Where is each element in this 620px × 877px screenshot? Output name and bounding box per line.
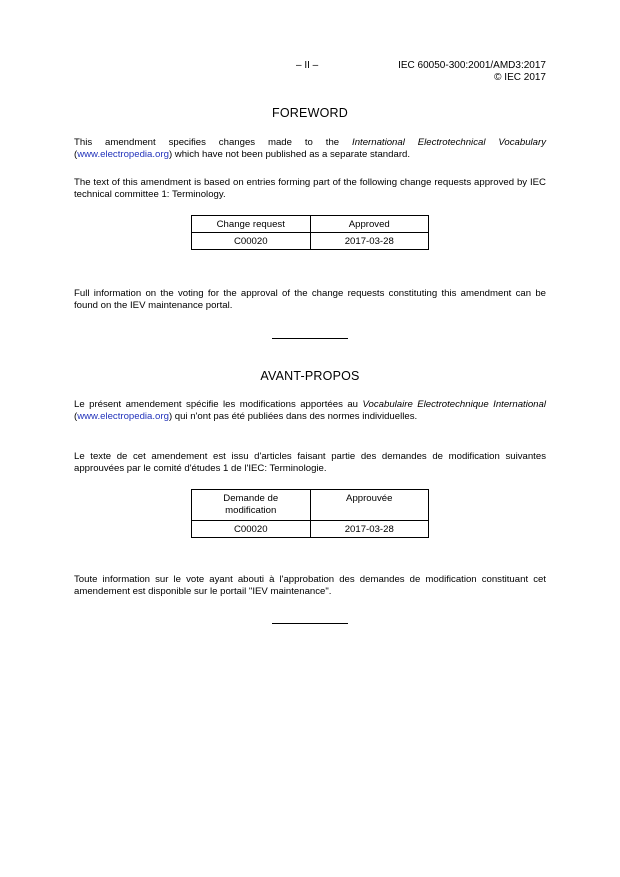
section-divider bbox=[272, 623, 348, 624]
table-header-demande: Demande de modification bbox=[192, 490, 311, 521]
table-row bbox=[192, 233, 429, 250]
copyright-line: © IEC 2017 bbox=[494, 72, 546, 83]
table-header-approuvee: Approuvée bbox=[310, 490, 429, 521]
foreword-p1-emphasis: International Electrotechnical Vocabulary bbox=[352, 137, 546, 148]
avant-propos-p1-paren: ( bbox=[74, 410, 78, 422]
demande-modification-table bbox=[191, 489, 429, 538]
electropedia-link[interactable]: www.electropedia.org bbox=[77, 410, 169, 422]
foreword-title: FOREWORD bbox=[272, 106, 348, 120]
change-request-table bbox=[191, 215, 429, 250]
table-header-row bbox=[192, 490, 429, 521]
document-reference-line1: IEC 60050-300:2001/AMD3:2017 bbox=[398, 60, 546, 71]
table-header-change-request: Change request bbox=[192, 216, 311, 233]
avant-propos-paragraph-3: Toute information sur le vote ayant abouti à l'approbation des demandes de modification constituant cet amendement est disponible sur le portail "IEV maintenance". bbox=[74, 574, 546, 597]
section-divider bbox=[272, 338, 348, 339]
avant-propos-paragraph-1 bbox=[74, 399, 546, 422]
avant-propos-p1-emphasis: Vocabulaire Electrotechnique International bbox=[362, 399, 546, 410]
document-reference bbox=[398, 60, 546, 84]
table-header-row bbox=[192, 216, 429, 233]
foreword-paragraph-1 bbox=[74, 137, 546, 160]
table-header-approved: Approved bbox=[310, 216, 429, 233]
avant-propos-paragraph-2: Le texte de cet amendement est issu d'articles faisant partie des demandes de modification suivantes approuvées par le comité d'études 1 de l'IEC: Terminologie. bbox=[74, 451, 546, 474]
avant-propos-p1-text-start: Le présent amendement spécifie les modifications apportées au bbox=[74, 399, 363, 410]
table-cell-change-request: C00020 bbox=[192, 233, 311, 250]
table-cell-approved-date: 2017-03-28 bbox=[310, 233, 429, 250]
page-number: – II – bbox=[296, 60, 319, 71]
table-cell-approuvee-date: 2017-03-28 bbox=[310, 521, 429, 538]
table-row bbox=[192, 521, 429, 538]
foreword-p1-text-start: This amendment specifies changes made to the bbox=[74, 137, 353, 148]
foreword-p1-text-end: ) which have not been published as a separate standard. bbox=[168, 148, 411, 160]
avant-propos-p1-text-end: ) qui n'ont pas été publiées dans des normes individuelles. bbox=[168, 410, 418, 422]
foreword-paragraph-3: Full information on the voting for the approval of the change requests constituting this amendment can be found on the IEV maintenance portal. bbox=[74, 288, 546, 311]
electropedia-link[interactable]: www.electropedia.org bbox=[77, 148, 169, 160]
foreword-p1-paren: ( bbox=[74, 148, 78, 160]
avant-propos-title: AVANT-PROPOS bbox=[260, 369, 360, 383]
table-cell-demande: C00020 bbox=[192, 521, 311, 538]
foreword-paragraph-2: The text of this amendment is based on entries forming part of the following change requests approved by IEC technical committee 1: Terminology. bbox=[74, 177, 546, 200]
